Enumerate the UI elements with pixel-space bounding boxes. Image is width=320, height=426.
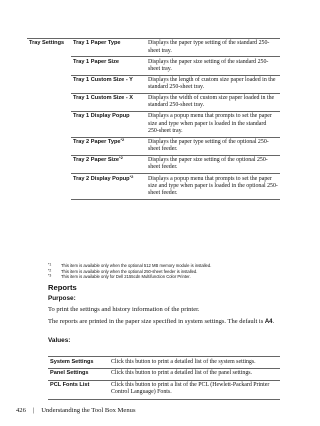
default-value: A4 (264, 319, 273, 325)
table-row (48, 357, 280, 369)
footnote-text: This item is available only for Dell 2155cdn Multifunction Color Printer. (61, 274, 191, 280)
setting-name: Tray 1 Display Popup (71, 112, 146, 138)
footnote-mark: *2 (48, 268, 52, 273)
setting-description: Displays a popup menu that prompts to set the paper size and type when paper is loaded in the optional 250-sheet feeder. (146, 174, 280, 200)
page-footer (16, 407, 136, 414)
chapter-title: Understanding the Tool Box Menus (41, 407, 136, 414)
setting-name: Tray 2 Display Popup$^{*2}$ (71, 174, 146, 200)
footnote (48, 274, 278, 280)
footer-separator: | (32, 407, 35, 414)
purpose-text: To print the settings and history information of the printer. (48, 306, 200, 313)
footnote-mark: *1 (48, 262, 52, 267)
table-row (48, 380, 280, 399)
setting-description: Displays the paper size setting of the standard 250-sheet tray. (146, 57, 280, 75)
setting-description: Displays the paper type setting of the standard 250-sheet tray. (146, 39, 280, 57)
reports-table (48, 356, 280, 400)
section-heading: Reports (48, 283, 77, 292)
footnote-mark: *3 (48, 273, 52, 278)
setting-name: Tray 1 Paper Type (71, 39, 146, 57)
tray-settings-table (27, 38, 280, 200)
table-row (48, 368, 280, 380)
report-name: PCL Fonts List (48, 380, 109, 399)
report-description: Click this button to print a detailed list of the system settings. (109, 357, 280, 369)
setting-name: Tray 1 Custom Size - Y (71, 75, 146, 93)
table-row (27, 39, 280, 57)
setting-description: Displays the paper type setting of the optional 250-sheet feeder. (146, 137, 280, 155)
footnote-text: This item is available only when the optional 512 MB memory module is installed. (61, 263, 212, 268)
setting-name: Tray 1 Paper Size (71, 57, 146, 75)
setting-description: Displays the paper size setting of the optional 250-sheet feeder. (146, 155, 280, 173)
setting-name: Tray 1 Custom Size - X (71, 93, 146, 111)
page-number: 426 (16, 407, 26, 414)
table-group-header: Tray Settings (27, 39, 71, 200)
footnote-text: This item is available only when the optional 250-sheet feeder is installed. (61, 268, 198, 274)
values-label: Values: (48, 337, 71, 344)
report-description: Click this button to print a detailed list of the panel settings. (109, 368, 280, 380)
setting-name: Tray 2 Paper Size$^{*2}$ (71, 155, 146, 173)
footnotes (48, 263, 278, 280)
default-paper-text: The reports are printed in the paper size specified in system settings. The default is A4. (48, 318, 275, 325)
report-name: Panel Settings (48, 368, 109, 380)
report-description: Click this button to print a list of the PCL (Hewlett-Packard Printer Control Language) Fonts. (109, 380, 280, 399)
setting-description: Displays the width of custom size paper loaded in the standard 250-sheet tray. (146, 93, 280, 111)
setting-name: Tray 2 Paper Type$^{*2}$ (71, 137, 146, 155)
setting-description: Displays a popup menu that prompts to set the paper size and type when paper is loaded in the standard 250-sheet tray. (146, 112, 280, 138)
setting-description: Displays the length of custom size paper loaded in the standard 250-sheet tray. (146, 75, 280, 93)
report-name: System Settings (48, 357, 109, 369)
purpose-label: Purpose: (48, 295, 76, 302)
